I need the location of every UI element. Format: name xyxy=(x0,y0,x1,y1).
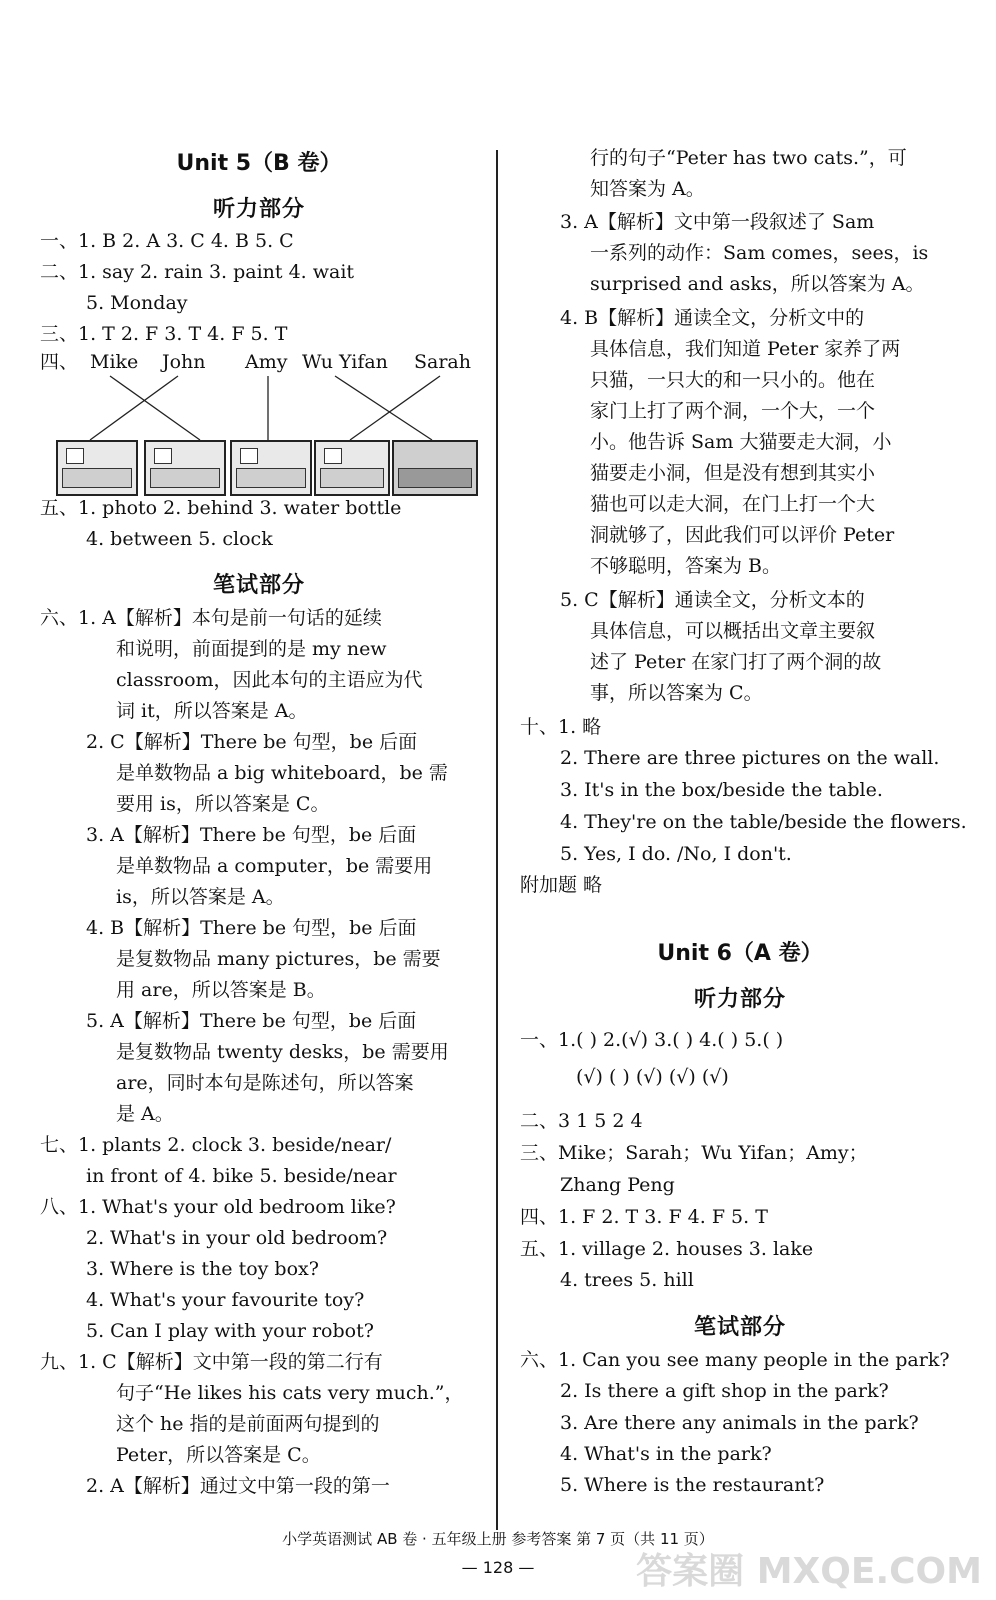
answer-line: 4. between 5. clock xyxy=(86,528,273,550)
answer-line: 3. A【解析】文中第一段叙述了 Sam xyxy=(560,211,875,233)
answer-line: 猫要走小洞，但是没有想到其实小 xyxy=(590,462,876,484)
answer-line: 一、1.( ) 2.(√) 3.( ) 4.( ) 5.( ) xyxy=(520,1029,784,1051)
answer-line: 4. trees 5. hill xyxy=(560,1269,694,1291)
answer-line: 七、1. plants 2. clock 3. beside/near/ xyxy=(40,1134,392,1156)
answer-line: 4. B【解析】There be 句型，be 后面 xyxy=(86,917,417,939)
answer-line: 十、1. 略 xyxy=(520,716,602,738)
room-picture xyxy=(230,440,312,496)
answer-line: 4. What's your favourite toy? xyxy=(86,1289,365,1311)
answer-line: are，同时本句是陈述句，所以答案 xyxy=(116,1072,414,1094)
listening-title-left: 听力部分 xyxy=(212,197,305,222)
answer-line: 是复数物品 twenty desks，be 需要用 xyxy=(116,1041,449,1063)
page-number: — 128 — xyxy=(461,1558,535,1577)
answer-line: 五、1. photo 2. behind 3. water bottle xyxy=(40,497,402,519)
writing-title-right: 笔试部分 xyxy=(693,1315,786,1340)
answer-line: 洞就够了，因此我们可以评价 Peter xyxy=(590,524,895,546)
answer-line: 六、1. Can you see many people in the park? xyxy=(520,1349,950,1371)
name-wu-yifan: Wu Yifan xyxy=(302,351,388,373)
answer-line: 用 are，所以答案是 B。 xyxy=(116,979,326,1001)
answer-line: classroom，因此本句的主语应为代 xyxy=(116,669,423,691)
unit6a-title: Unit 6（A 卷） xyxy=(657,941,823,966)
answer-line: in front of 4. bike 5. beside/near xyxy=(86,1165,397,1187)
answer-line: 三、Mike；Sarah；Wu Yifan；Amy； xyxy=(520,1142,868,1164)
answer-line: 二、3 1 5 2 4 xyxy=(520,1110,643,1132)
name-sarah: Sarah xyxy=(414,351,471,373)
answer-line: 5. Where is the restaurant? xyxy=(560,1474,825,1496)
answer-line: 附加题 略 xyxy=(520,874,603,896)
answer-line: 3. It's in the box/beside the table. xyxy=(560,779,883,801)
answer-line: 2. C【解析】There be 句型，be 后面 xyxy=(86,731,418,753)
answer-line: 是 A。 xyxy=(116,1103,174,1125)
room-picture xyxy=(56,440,138,496)
answer-line: 4. What's in the park? xyxy=(560,1443,772,1465)
answer-line: 六、1. A【解析】本句是前一句话的延续 xyxy=(40,607,382,629)
room-picture xyxy=(392,440,478,496)
answer-line: Peter，所以答案是 C。 xyxy=(116,1444,321,1466)
answer-line: 5. Yes, I do. /No, I don't. xyxy=(560,843,792,865)
answer-line: 要用 is，所以答案是 C。 xyxy=(116,793,330,815)
answer-line: 家门上打了两个洞，一个大，一个 xyxy=(590,400,876,422)
answer-line: 5. A【解析】There be 句型，be 后面 xyxy=(86,1010,417,1032)
match-line xyxy=(350,376,440,440)
answer-line: 3. Where is the toy box? xyxy=(86,1258,319,1280)
answer-line: 4. B【解析】通读全文，分析文中的 xyxy=(560,307,865,329)
answer-line: 八、1. What's your old bedroom like? xyxy=(40,1196,396,1218)
answer-line: 九、1. C【解析】文中第一段的第二行有 xyxy=(40,1351,383,1373)
answer-line: is，所以答案是 A。 xyxy=(116,886,285,908)
room-picture xyxy=(314,440,390,496)
answer-line: 四、1. F 2. T 3. F 4. F 5. T xyxy=(520,1206,768,1228)
match-line xyxy=(90,376,178,440)
answer-line: 只猫，一只大的和一只小的。他在 xyxy=(590,369,876,391)
answer-line: 三、1. T 2. F 3. T 4. F 5. T xyxy=(40,323,288,345)
answer-line: 一系列的动作：Sam comes，sees，is xyxy=(590,242,929,264)
name-mike: Mike xyxy=(90,351,139,373)
answer-line: 3. A【解析】There be 句型，be 后面 xyxy=(86,824,417,846)
answer-line: 猫也可以走大洞，在门上打一个大 xyxy=(590,493,876,515)
answer-line: 一、1. B 2. A 3. C 4. B 5. C xyxy=(40,230,294,252)
answer-line: 5. Monday xyxy=(86,292,188,314)
answer-line: 事，所以答案为 C。 xyxy=(590,682,763,704)
answer-line: 具体信息，可以概括出文章主要叙 xyxy=(590,620,876,642)
writing-title-left: 笔试部分 xyxy=(212,573,305,598)
room-pictures xyxy=(16,440,486,494)
answer-line: 二、1. say 2. rain 3. paint 4. wait xyxy=(40,261,355,283)
answer-line: 句子“He likes his cats very much.”， xyxy=(116,1382,464,1404)
answer-line: 是单数物品 a big whiteboard，be 需 xyxy=(116,762,448,784)
listening-title-right: 听力部分 xyxy=(693,987,786,1012)
answer-line: 是单数物品 a computer，be 需要用 xyxy=(116,855,433,877)
answer-line: 5. C【解析】通读全文，分析文本的 xyxy=(560,589,865,611)
footer-info: 小学英语测试 AB 卷 · 五年级上册 参考答案 第 7 页（共 11 页） xyxy=(282,1530,714,1548)
answer-line: 3. Are there any animals in the park? xyxy=(560,1412,919,1434)
answer-line: 小。他告诉 Sam 大猫要走大洞，小 xyxy=(590,431,892,453)
q4-prefix: 四、 xyxy=(40,351,79,373)
answer-line: 词 it，所以答案是 A。 xyxy=(116,700,308,722)
answer-line: 2. Is there a gift shop in the park? xyxy=(560,1380,889,1402)
answer-line: 知答案为 A。 xyxy=(590,178,705,200)
name-john: John xyxy=(162,351,206,373)
answer-line: 具体信息，我们知道 Peter 家养了两 xyxy=(590,338,901,360)
answer-line: 这个 he 指的是前面两句提到的 xyxy=(116,1413,380,1435)
answer-line: 五、1. village 2. houses 3. lake xyxy=(520,1238,814,1260)
unit5b-title: Unit 5（B 卷） xyxy=(176,151,342,176)
answer-line: 不够聪明，答案为 B。 xyxy=(590,555,782,577)
watermark-logo: 答案圈 MXQE.COM xyxy=(636,1551,982,1592)
name-amy: Amy xyxy=(245,351,288,373)
answer-line: 是复数物品 many pictures，be 需要 xyxy=(116,948,441,970)
room-picture xyxy=(144,440,226,496)
column-divider xyxy=(496,150,498,1530)
answer-line: 2. A【解析】通过文中第一段的第一 xyxy=(86,1475,390,1497)
answer-line: 2. What's in your old bedroom? xyxy=(86,1227,388,1249)
answer-line: 4. They're on the table/beside the flowers. xyxy=(560,811,967,833)
answer-line: 述了 Peter 在家门打了两个洞的故 xyxy=(590,651,882,673)
answer-line: Zhang Peng xyxy=(560,1174,675,1196)
answer-line: surprised and asks，所以答案为 A。 xyxy=(590,273,925,295)
answer-line: 5. Can I play with your robot? xyxy=(86,1320,374,1342)
answer-line: (√) ( ) (√) (√) (√) xyxy=(576,1066,729,1088)
answer-line: 和说明，前面提到的是 my new xyxy=(116,638,387,660)
match-line xyxy=(110,376,200,440)
match-line xyxy=(335,376,432,440)
answer-line: 行的句子“Peter has two cats.”，可 xyxy=(590,147,907,169)
answer-line: 2. There are three pictures on the wall. xyxy=(560,747,940,769)
